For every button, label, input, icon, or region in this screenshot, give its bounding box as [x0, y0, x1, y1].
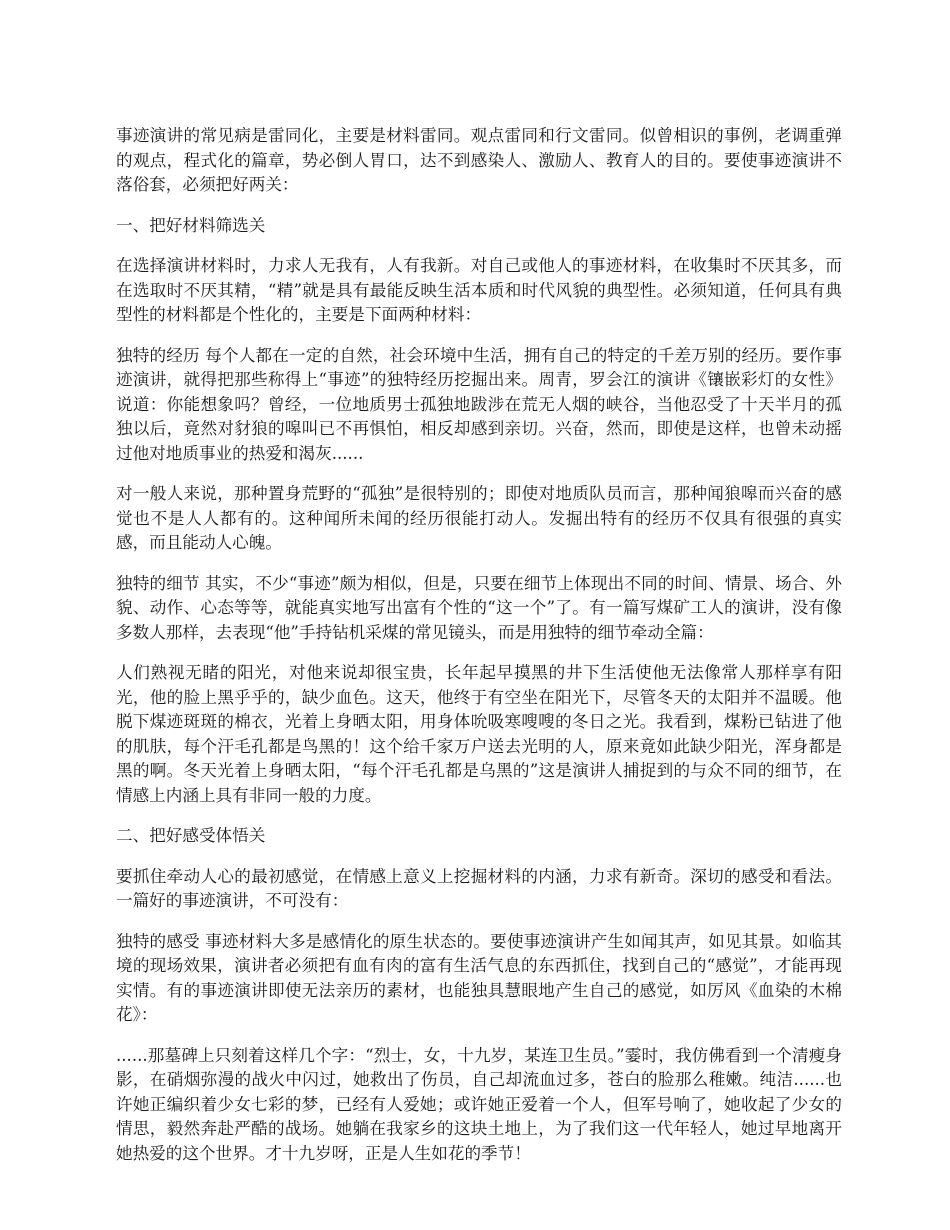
- experience-commentary-paragraph: 对一般人来说，那种置身荒野的“孤独”是很特别的；即使对地质队员而言，那种闻狼嗥而兴奋的感觉也不是人人都有的。这种闻所未闻的经历很能打动人。发掘出特有的经历不仅具有很强的真实感，而且能动人心魄。: [116, 484, 842, 552]
- document-body: [116, 124, 842, 1182]
- miner-example-paragraph: 人们熟视无睹的阳光，对他来说却很宝贵，长年起早摸黑的井下生活使他无法像常人那样享有阳光，他的脸上黑乎乎的，缺少血色。这天，他终于有空坐在阳光下，尽管冬天的太阳并不温暖。他脱下煤迹斑斑的棉衣，光着上身晒太阳，用身体吮吸寒嗖嗖的冬日之光。我看到，煤粉已钻进了他的肌肤，每个汗毛孔都是鸟黑的！这个给千家万户送去光明的人，原来竟如此缺少阳光，浑身都是黑的啊。冬天光着上身晒太阳，“每个汗毛孔都是乌黑的”这是演讲人捕捉到的与众不同的细节，在情感上内涵上具有非同一般的力度。: [116, 663, 842, 805]
- feeling-intro-paragraph: 要抓住牵动人心的最初感觉，在情感上意义上挖掘材料的内涵，力求有新奇。深切的感受和看法。一篇好的事迹演讲，不可没有：: [116, 866, 842, 910]
- kapok-quote-paragraph: ......那墓碑上只刻着这样几个字：“烈士，女，十九岁，某连卫生员。”霎时，我仿佛看到一个清瘦身影，在硝烟弥漫的战火中闪过，她救出了伤员，自己却流血过多，苍白的脸那么稚嫩。纯洁......也许她正编织着少女七彩的梦，已经有人爱她；或许她正爱着一个人，但军号响了，她收起了少女的情思，毅然奔赴严酷的战场。她躺在我家乡的这块土地上，为了我们这一代年轻人，她过早地离开她热爱的这个世界。才十九岁呀，正是人生如花的季节！: [116, 1045, 842, 1163]
- intro-paragraph: 事迹演讲的常见病是雷同化，主要是材料雷同。观点雷同和行文雷同。似曾相识的事例，老调重弹的观点，程式化的篇章，势必倒人胃口，达不到感染人、激励人、教育人的目的。要使事迹演讲不落俗套，必须把好两关：: [116, 126, 842, 194]
- unique-detail-paragraph: 独特的细节 其实，不少“事迹”颇为相似，但是，只要在细节上体现出不同的时间、情景、场合、外貌、动作、心态等等，就能真实地写出富有个性的“这一个”了。有一篇写煤矿工人的演讲，没有像多数人那样，去表现“他”手持钻机采煤的常见镜头，而是用独特的细节牵动全篇：: [116, 573, 842, 642]
- unique-experience-paragraph: 独特的经历 每个人都在一定的自然，社会环境中生活，拥有自己的特定的千差万别的经历。要作事迹演讲，就得把那些称得上“事迹”的独特经历挖掘出来。周青，罗会江的演讲《镶嵌彩灯的女性》说道：你能想象吗？曾经，一位地质男士孤独地跋涉在荒无人烟的峡谷，当他忍受了十天半月的孤独以后，竟然对豺狼的嗥叫已不再惧怕，相反却感到亲切。兴奋，然而，即使是这样，也曾未动摇过他对地质事业的热爱和渴灰......: [116, 345, 842, 463]
- section-heading-feeling: 二、把好感受体悟关: [116, 826, 266, 845]
- material-selection-paragraph: 在选择演讲材料时，力求人无我有，人有我新。对自己或他人的事迹材料，在收集时不厌其多，而在选取时不厌其精，“精”就是具有最能反映生活本质和时代风貌的典型性。必须知道，任何具有典型性的材料都是个性化的，主要是下面两种材料：: [116, 256, 842, 324]
- unique-feeling-paragraph: 独特的感受 事迹材料大多是感情化的原生状态的。要使事迹演讲产生如闻其声，如见其景。如临其境的现场效果，演讲者必须把有血有肉的富有生活气息的东西抓住，找到自己的“感觉”，才能再现实情。有的事迹演讲即使无法亲历的素材，也能独具慧眼地产生自己的感觉，如厉风《血染的木棉花》：: [116, 931, 842, 1024]
- section-heading-material: 一、把好材料筛选关: [116, 215, 266, 235]
